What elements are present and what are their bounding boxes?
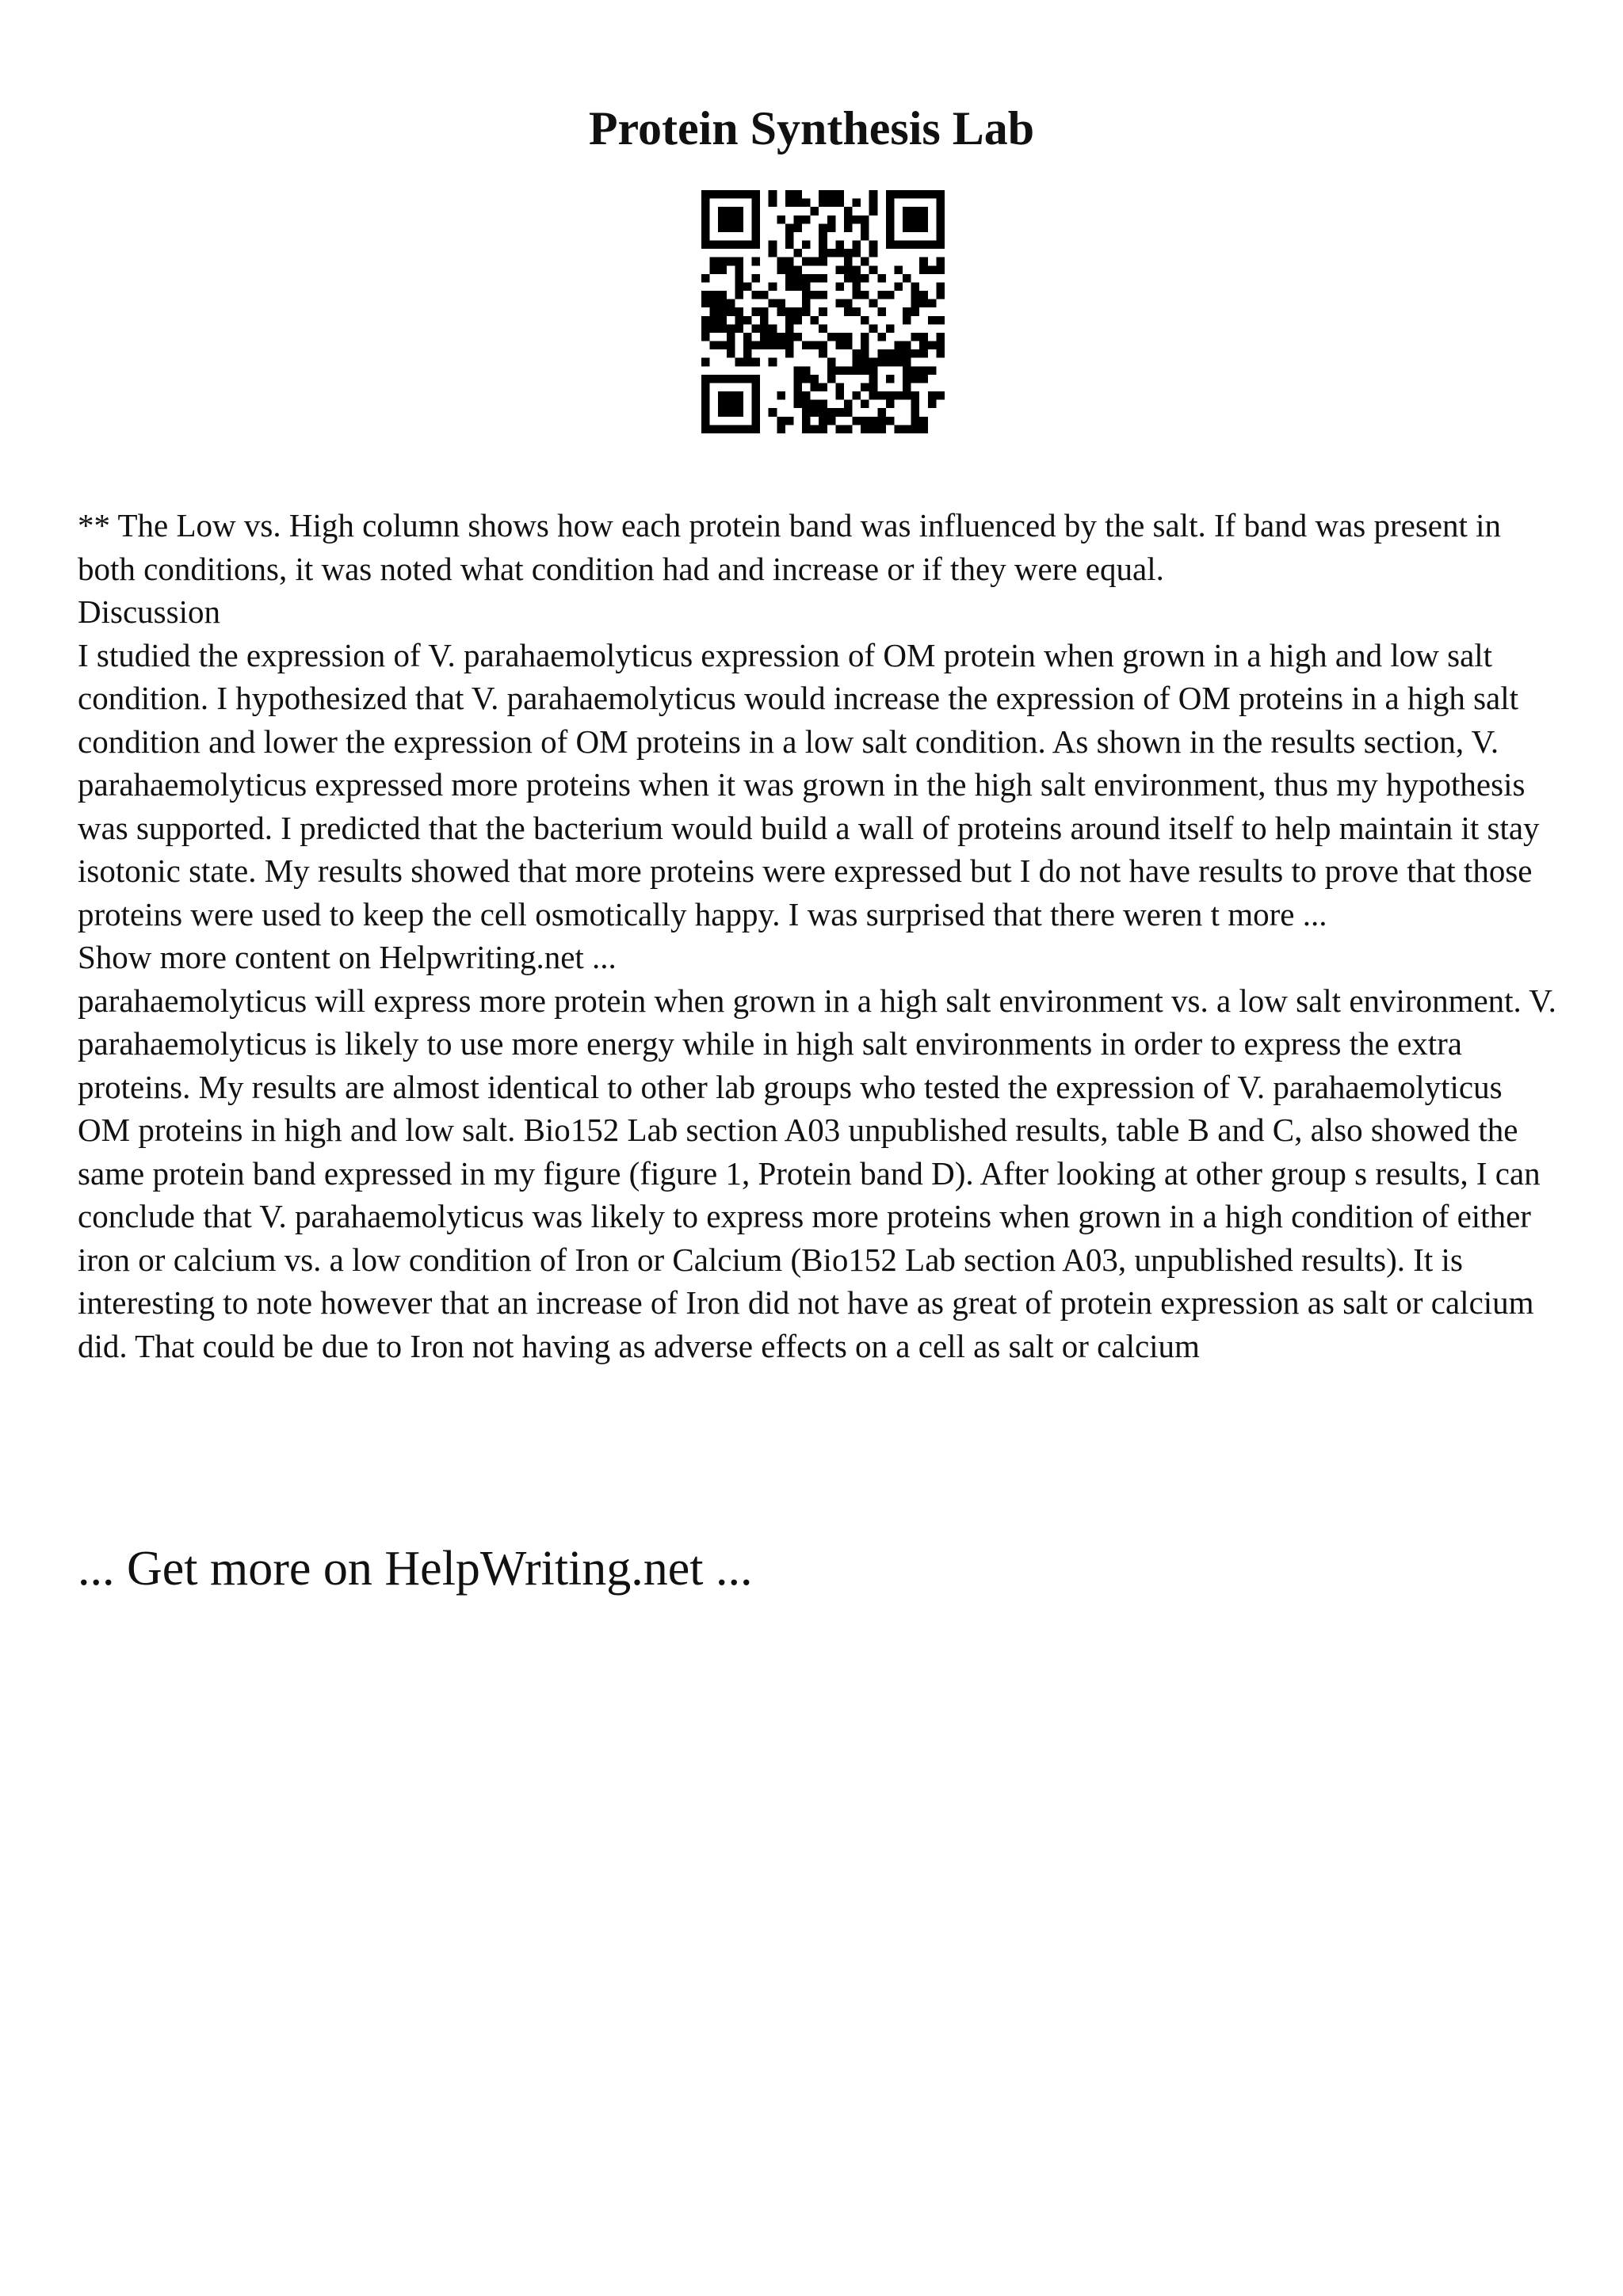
document-body: [78, 504, 1560, 1367]
section-heading-discussion: Discussion: [78, 593, 220, 630]
get-more-link[interactable]: ... Get more on HelpWriting.net ...: [78, 1542, 753, 1596]
discussion-paragraph: I studied the expression of V. parahaemolyticus expression of OM protein when grown in a high and low salt condition. I hypothesized that V. parahaemolyticus would increase the expression of OM proteins in a high salt condition and lower the expression of OM proteins in a low salt condition. As shown in the results section, V. parahaemolyticus expressed more proteins when it was grown in the high salt environment, thus my hypothesis was supported. I predicted that the bacterium would build a wall of proteins around itself to help maintain it stay isotonic state. My results showed that more proteins were expressed but I do not have results to prove that those proteins were used to keep the cell osmotically happy. I was surprised that there weren t more ...: [78, 636, 1540, 933]
show-more-link[interactable]: Show more content on Helpwriting.net ...: [78, 939, 617, 975]
qr-code-icon: [701, 190, 945, 433]
conclusion-paragraph: parahaemolyticus will express more protein when grown in a high salt environment vs. a low salt environment. V. parahaemolyticus is likely to use more energy while in high salt environments in order to express the extra proteins. My results are almost identical to other lab groups who tested the expression of V. parahaemolyticus OM proteins in high and low salt. Bio152 Lab section A03 unpublished results, table B and C, also showed the same protein band expressed in my figure (figure 1, Protein band D). After looking at other group s results, I can conclude that V. parahaemolyticus was likely to express more proteins when grown in a high condition of either iron or calcium vs. a low condition of Iron or Calcium (Bio152 Lab section A03, unpublished results). It is interesting to note however that an increase of Iron did not have as great of protein expression as salt or calcium did. That could be due to Iron not having as adverse effects on a cell as salt or calcium: [78, 982, 1556, 1364]
note-paragraph: ** The Low vs. High column shows how each protein band was influenced by the salt. If band was present in both conditions, it was noted what condition had and increase or if they were equal.: [78, 507, 1502, 587]
page-title: Protein Synthesis Lab: [588, 102, 1035, 154]
